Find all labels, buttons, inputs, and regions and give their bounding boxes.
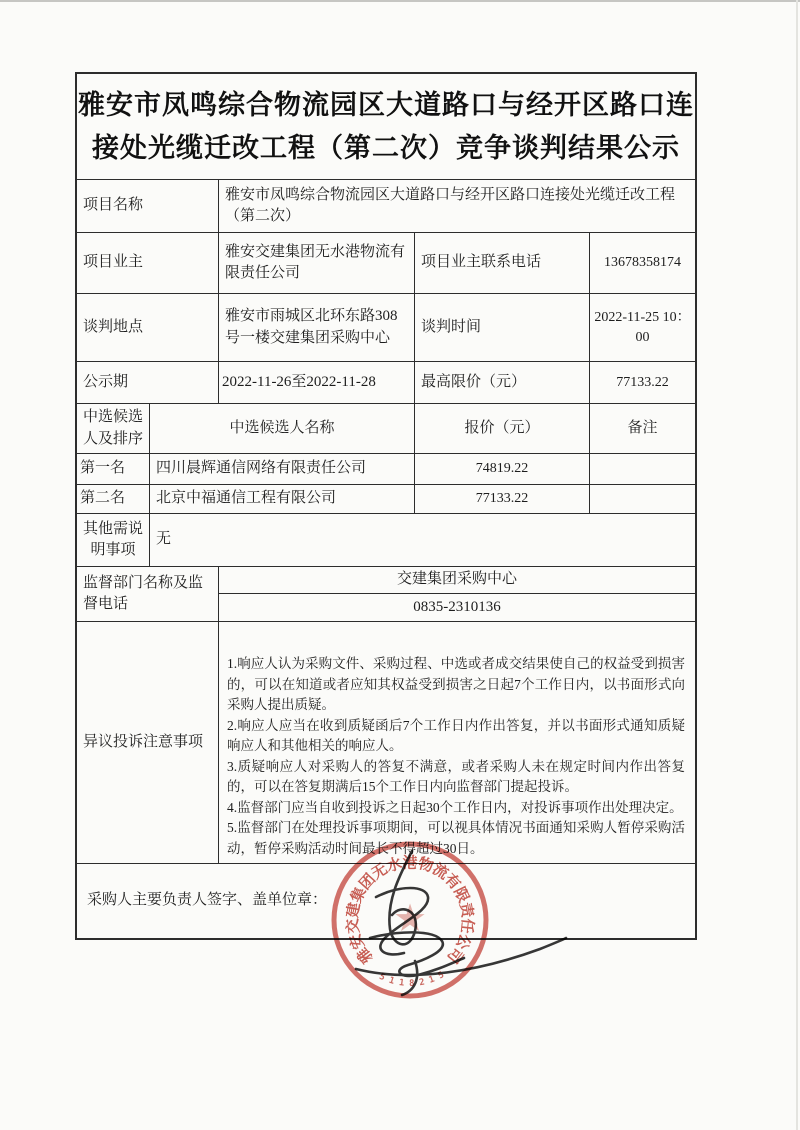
seal-number-char: 5 xyxy=(436,970,447,982)
supervision-values xyxy=(219,567,695,621)
supervision-phone: 0835-2310136 xyxy=(413,598,501,615)
signature-handwriting xyxy=(312,843,572,998)
candidate-remark xyxy=(590,485,695,513)
owner-phone-label: 项目业主联系电话 xyxy=(415,233,590,293)
objection-item: 1.响应人认为采购文件、采购过程、中选或者成交结果使自己的权益受到损害的，可以在知道或者应知其权益受到损害之日起7个工作日内，以书面形式向采购人提出质疑。 xyxy=(227,656,685,712)
candidate-row-2 xyxy=(77,485,695,514)
seal-char: 建 xyxy=(344,901,364,919)
objection-item: 3.质疑响应人对采购人的答复不满意，或者采购人未在规定时间内作出答复的，可以在答复期满后15个工作日内向监督部门提起投诉。 xyxy=(227,758,685,794)
candidates-header-row xyxy=(77,404,695,454)
scan-edge-right xyxy=(796,0,798,1130)
seal-char: 交 xyxy=(344,917,363,935)
negotiation-row xyxy=(77,294,695,362)
time-value: 2022-11-25 10：00 xyxy=(594,309,691,345)
seal-char: 团 xyxy=(356,870,379,894)
candidate-name: 北京中福通信工程有限公司 xyxy=(150,485,415,513)
objection-content xyxy=(219,622,695,863)
title-line-2: 接处光缆迁改工程（第二次）竞争谈判结果公示 xyxy=(92,132,680,163)
publicity-value: 2022-11-26至2022-11-28 xyxy=(219,362,415,403)
project-name-row xyxy=(77,180,695,233)
other-notes-value: 无 xyxy=(156,531,172,548)
candidate-rank-header: 中选候选人及排序 xyxy=(77,404,150,453)
publicity-row xyxy=(77,362,695,404)
objection-item: 2.响应人应当在收到质疑函后7个工作日内作出答复，并以书面形式通知质疑响应人和其他相关的响应人。 xyxy=(227,717,685,753)
objection-item: 5.监督部门在处理投诉事项期间，可以视具体情况书面通知采购人暂停采购活动，暂停采购活动时间最长不得超过30日。 xyxy=(227,820,685,856)
seal-star-icon: ★ xyxy=(392,896,428,941)
max-price-label: 最高限价（元） xyxy=(415,362,590,403)
seal-char: 物 xyxy=(416,854,436,876)
publicity-label: 公示期 xyxy=(77,362,219,403)
project-name-label: 项目名称 xyxy=(77,180,219,232)
owner-row xyxy=(77,233,695,294)
scan-edge-top xyxy=(0,0,800,2)
max-price-value: 77133.22 xyxy=(616,374,669,390)
candidate-row-1 xyxy=(77,454,695,485)
seal-char: 港 xyxy=(402,854,418,872)
candidate-remark xyxy=(590,454,695,484)
seal-char: 流 xyxy=(429,860,452,883)
seal-char: 公 xyxy=(452,931,474,952)
objection-label: 异议投诉注意事项 xyxy=(77,622,219,863)
seal-char: 安 xyxy=(346,931,368,952)
title-row xyxy=(77,74,695,180)
owner-value: 雅安交建集团无水港物流有限责任公司 xyxy=(219,233,415,293)
supervision-row xyxy=(77,567,695,622)
candidate-rank: 第一名 xyxy=(77,454,150,484)
candidate-rank: 第二名 xyxy=(77,485,150,513)
title-line-1: 雅安市凤鸣综合物流园区大道路口与经开区路口连 xyxy=(78,89,694,120)
seal-char: 责 xyxy=(456,901,476,919)
seal-char: 水 xyxy=(384,854,404,876)
seal-char: 任 xyxy=(457,917,476,935)
signature-label: 采购人主要负责人签字、盖单位章： xyxy=(87,892,328,909)
supervision-label: 监督部门名称及监督电话 xyxy=(77,567,219,621)
seal-number-char: 1 xyxy=(427,974,437,986)
candidate-name: 四川晨辉通信网络有限责任公司 xyxy=(150,454,415,484)
candidate-price: 74819.22 xyxy=(415,454,590,484)
objection-row xyxy=(77,622,695,864)
other-notes-row xyxy=(77,514,695,567)
seal-number-char: 1 xyxy=(398,978,405,989)
seal-number-char: 8 xyxy=(408,978,415,990)
seal-char: 集 xyxy=(347,884,370,906)
candidate-price: 77133.22 xyxy=(415,485,590,513)
owner-phone-value: 13678358174 xyxy=(604,255,681,271)
time-label: 谈判时间 xyxy=(415,294,590,361)
results-table xyxy=(75,72,697,940)
seal-char: 有 xyxy=(441,870,464,894)
seal-char: 限 xyxy=(450,884,473,906)
other-notes-label: 其他需说明事项 xyxy=(77,514,150,566)
candidate-name-header: 中选候选人名称 xyxy=(150,404,415,453)
location-value: 雅安市雨城区北环东路308号一楼交建集团采购中心 xyxy=(219,294,415,361)
candidate-price-header: 报价（元） xyxy=(415,404,590,453)
candidate-remark-header: 备注 xyxy=(627,419,658,436)
seal-char: 雅 xyxy=(353,943,377,967)
document-title xyxy=(77,74,695,179)
location-label: 谈判地点 xyxy=(77,294,219,361)
signature-stroke xyxy=(356,938,566,975)
owner-label: 项目业主 xyxy=(77,233,219,293)
supervision-department: 交建集团采购中心 xyxy=(219,567,695,594)
objection-item: 4.监督部门应当自收到投诉之日起30个工作日内，对投诉事项作出处理决定。 xyxy=(227,799,683,815)
seal-char: 司 xyxy=(443,943,467,967)
seal-char: 无 xyxy=(368,860,391,883)
seal-number-char: 2 xyxy=(418,977,426,989)
seal-number-char: 5 xyxy=(377,971,387,984)
seal-number-char: 1 xyxy=(387,975,396,987)
project-name-value: 雅安市凤鸣综合物流园区大道路口与经开区路口连接处光缆迁改工程（第二次） xyxy=(225,186,676,224)
